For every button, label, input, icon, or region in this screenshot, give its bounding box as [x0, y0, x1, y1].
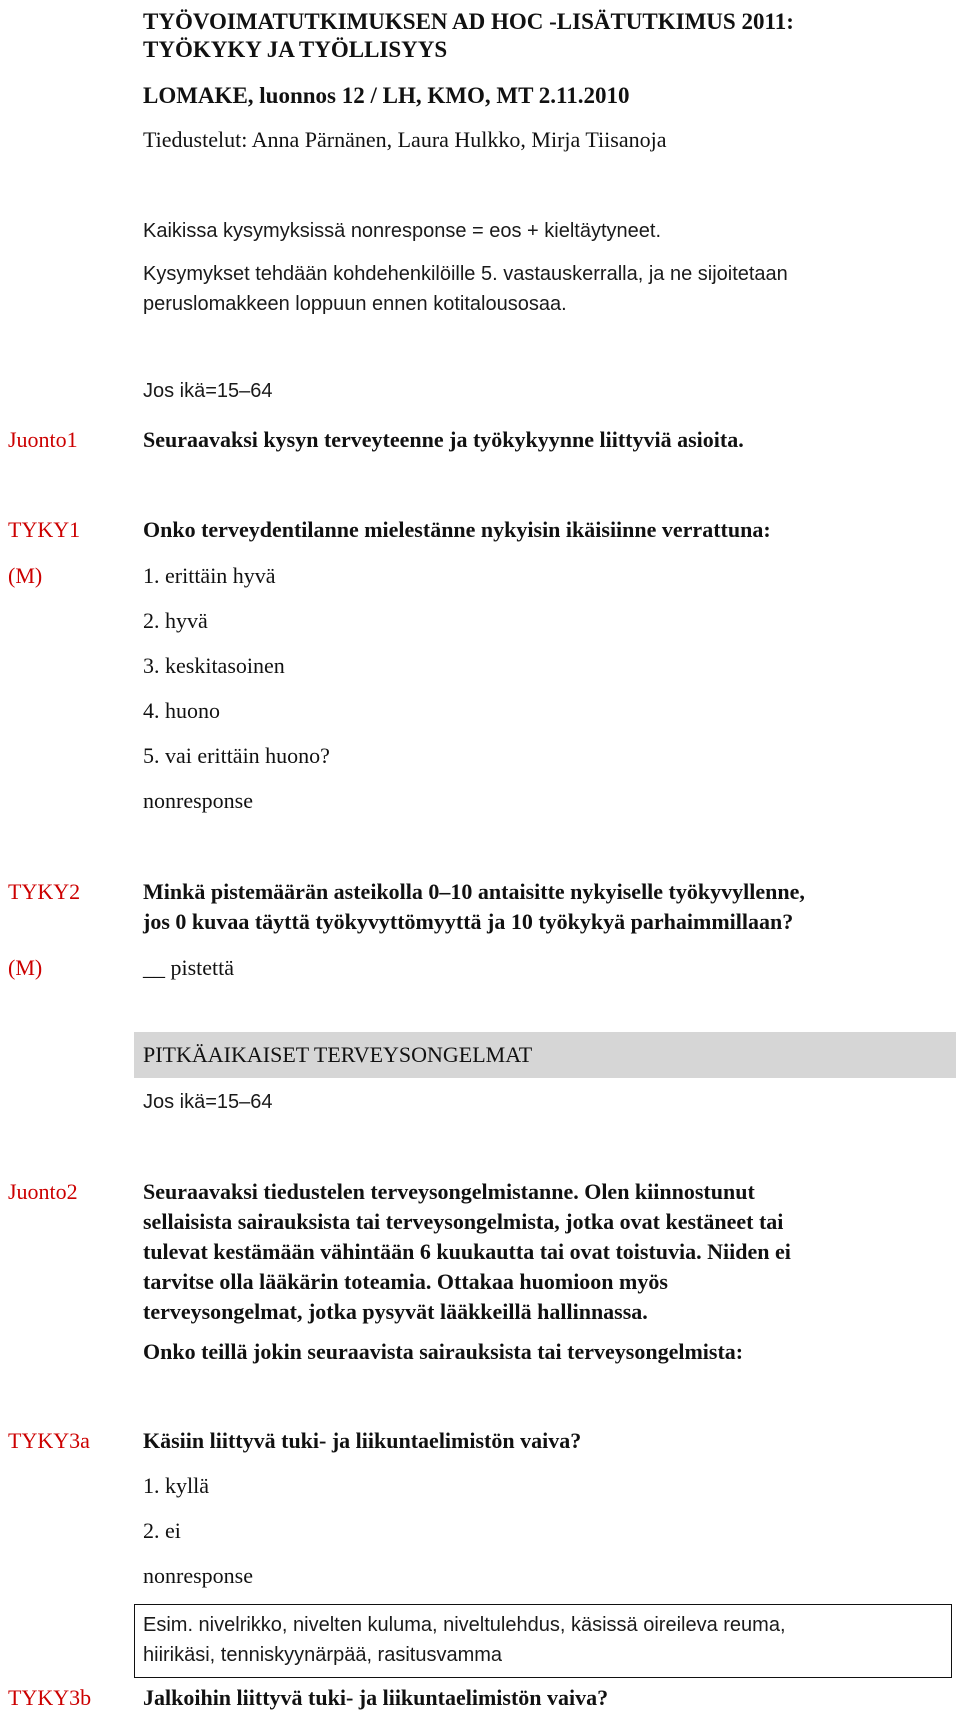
juonto2-text-line: terveysongelmat, jotka pysyvät lääkkeillä hallinnassa.	[143, 1299, 648, 1324]
contacts-line: Tiedustelut: Anna Pärnänen, Laura Hulkko, Mirja Tiisanoja	[143, 127, 667, 152]
juonto1-code: Juonto1	[8, 427, 78, 452]
example-box	[134, 1604, 952, 1678]
tyky1-option: 2. hyvä	[143, 608, 208, 633]
document-title-line1: TYÖVOIMATUTKIMUKSEN AD HOC -LISÄTUTKIMUS 2011:	[143, 9, 794, 34]
tyky2-code: TYKY2	[8, 879, 81, 904]
tyky2-question-line1: Minkä pistemäärän asteikolla 0–10 antaisitte nykyiselle työkyvyllenne,	[143, 879, 805, 904]
tyky3a-question: Käsiin liittyvä tuki- ja liikuntaelimistön vaiva?	[143, 1428, 582, 1453]
age-condition: Jos ikä=15–64	[143, 380, 273, 402]
example-line2: hiirikäsi, tenniskyynärpää, rasitusvamma	[143, 1644, 503, 1666]
tyky3a-nonresponse: nonresponse	[143, 1563, 253, 1588]
juonto1-text: Seuraavaksi kysyn terveyteenne ja työkykyynne liittyviä asioita.	[143, 427, 744, 452]
tyky1-option: 5. vai erittäin huono?	[143, 743, 330, 768]
tyky1-option: 1. erittäin hyvä	[143, 563, 276, 588]
tyky1-question: Onko terveydentilanne mielestänne nykyisin ikäisiinne verrattuna:	[143, 517, 771, 542]
round-note-line2: peruslomakkeen loppuun ennen kotitalousosaa.	[143, 293, 567, 315]
section-age-condition: Jos ikä=15–64	[143, 1091, 273, 1113]
form-version-line: LOMAKE, luonnos 12 / LH, KMO, MT 2.11.2010	[143, 83, 630, 108]
tyky3b-question: Jalkoihin liittyvä tuki- ja liikuntaelimistön vaiva?	[143, 1685, 609, 1710]
tyky2-answer: __ pistettä	[143, 955, 235, 980]
tyky3b-code: TYKY3b	[8, 1685, 92, 1710]
tyky3a-option: 2. ei	[143, 1518, 181, 1543]
tyky2-marker: (M)	[8, 955, 43, 980]
juonto2-text-line: tulevat kestämään vähintään 6 kuukautta tai ovat toistuvia. Niiden ei	[143, 1239, 791, 1264]
tyky3a-code: TYKY3a	[8, 1428, 90, 1453]
tyky1-nonresponse: nonresponse	[143, 788, 253, 813]
juonto2-question: Onko teillä jokin seuraavista sairauksista tai terveysongelmista:	[143, 1339, 744, 1364]
tyky1-code: TYKY1	[8, 517, 81, 542]
nonresponse-note: Kaikissa kysymyksissä nonresponse = eos + kieltäytyneet.	[143, 220, 662, 242]
example-line1: Esim. nivelrikko, nivelten kuluma, niveltulehdus, käsissä oireileva reuma,	[143, 1614, 786, 1636]
juonto2-code: Juonto2	[8, 1179, 78, 1204]
tyky2-question-line2: jos 0 kuvaa täyttä työkyvyttömyyttä ja 10 työkykyä parhaimmillaan?	[143, 909, 794, 934]
tyky3a-option: 1. kyllä	[143, 1473, 209, 1498]
juonto2-text-line: tarvitse olla lääkärin toteamia. Ottakaa huomioon myös	[143, 1269, 668, 1294]
juonto2-text-line: sellaisista sairauksista tai terveysongelmista, jotka ovat kestäneet tai	[143, 1209, 784, 1234]
section-heading-bar	[134, 1032, 956, 1078]
section-heading: PITKÄAIKAISET TERVEYSONGELMAT	[143, 1042, 533, 1067]
juonto2-text-line: Seuraavaksi tiedustelen terveysongelmistanne. Olen kiinnostunut	[143, 1179, 755, 1204]
document-title-line2: TYÖKYKY JA TYÖLLISYYS	[143, 37, 448, 62]
tyky1-option: 4. huono	[143, 698, 220, 723]
round-note-line1: Kysymykset tehdään kohdehenkilöille 5. vastauskerralla, ja ne sijoitetaan	[143, 263, 788, 285]
tyky1-option: 3. keskitasoinen	[143, 653, 285, 678]
tyky1-marker: (M)	[8, 563, 43, 588]
